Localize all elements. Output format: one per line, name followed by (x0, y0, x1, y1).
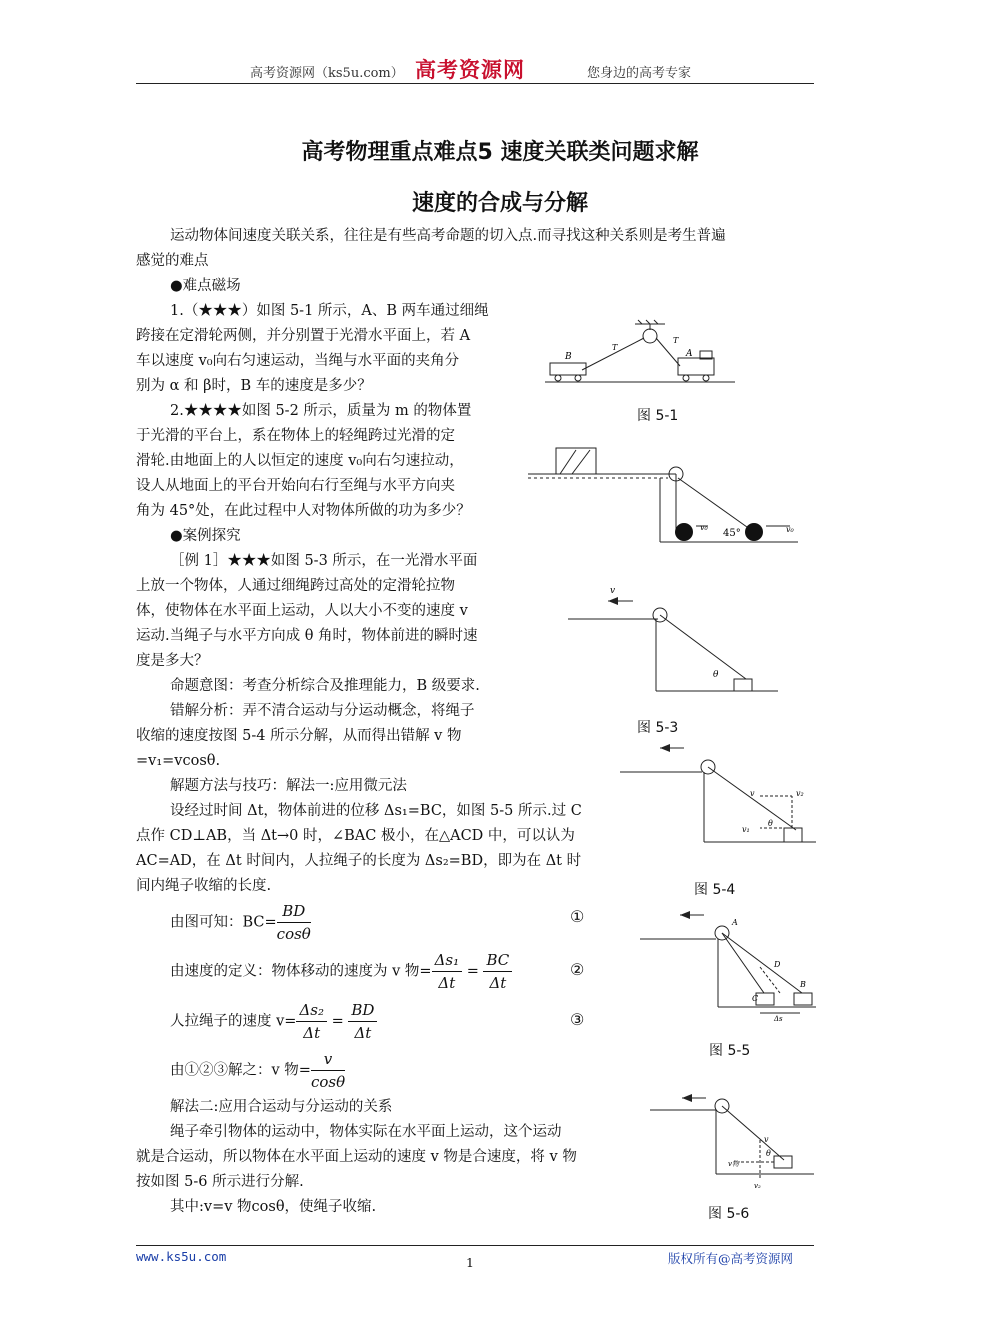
figure-5-3 (568, 586, 778, 695)
header-right: 您身边的高考专家 (587, 66, 692, 81)
ex1-line: 体，使物体在水平面上运动，人以大小不变的速度 v (136, 603, 468, 619)
method2-title: 解法二:应用合运动与分运动的关系 (170, 1099, 393, 1115)
figure-caption: 图 5-5 (709, 1043, 751, 1059)
intent-line: 命题意图：考查分析综合及推理能力，B 级要求. (170, 678, 480, 694)
method1-line: 点作 CD⊥AB，当 Δt→0 时，∠BAC 极小，在△ACD 中，可以认为 (136, 828, 575, 844)
section-heading: ●案例探究 (170, 528, 241, 544)
q2-line: 滑轮.由地面上的人以恒定的速度 v₀向右匀速拉动， (136, 453, 464, 469)
svg-text:θ: θ (766, 1149, 771, 1158)
header-left: 高考资源网（ks5u.com） (250, 66, 404, 81)
equation-1: 由图可知：BC= $\frac{BD}{\cos\theta}$ (170, 902, 311, 943)
method1-line: 设经过时间 Δt，物体前进的位移 Δs₁=BC，如图 5-5 所示.过 C (170, 803, 582, 819)
method1-line: 间内绳子收缩的长度. (136, 878, 272, 894)
svg-text:v₀: v₀ (786, 525, 794, 534)
q2-line: 于光滑的平台上，系在物体上的轻绳跨过光滑的定 (136, 428, 455, 444)
svg-text:v: v (750, 789, 755, 798)
header-logo: 高考资源网 (415, 58, 525, 82)
svg-text:v: v (610, 586, 616, 596)
svg-text:A: A (686, 349, 693, 359)
svg-text:B: B (800, 980, 806, 989)
figure-caption: 图 5-4 (694, 882, 736, 898)
svg-text:C: C (752, 994, 759, 1003)
method2-line: 绳子牵引物体的运动中，物体实际在水平面上运动，这个运动 (170, 1124, 562, 1140)
figure-caption: 图 5-3 (637, 720, 679, 736)
header-rule (136, 83, 814, 84)
ex1-line: 上放一个物体，人通过细绳跨过高处的定滑轮拉物 (136, 578, 455, 594)
page-title: 高考物理重点难点5 速度关联类问题求解 (301, 140, 699, 165)
error-line: 收缩的速度按图 5-4 所示分解，从而得出错解 v 物 (136, 728, 462, 744)
figure-caption: 图 5-1 (637, 408, 679, 424)
footer-copyright: 版权所有@高考资源网 (668, 1251, 794, 1266)
equation-3: 人拉绳子的速度 v= $\frac{\text{Δs₂}}{\Delta t}$ = $\frac{BD}{\Delta t}$ (170, 999, 377, 1044)
figure-5-1 (540, 318, 740, 388)
svg-text:v物: v物 (728, 1160, 739, 1168)
footer-link[interactable]: www.ks5u.com (136, 1249, 227, 1264)
method1-line: AC=AD，在 Δt 时间内，人拉绳子的长度为 Δs₂=BD，即为在 Δt 时 (136, 853, 582, 869)
q2-line: 2.★★★★如图 5-2 所示，质量为 m 的物体置 (170, 403, 472, 419)
q1-line: 跨接在定滑轮两侧，并分别置于光滑水平面上，若 A (136, 328, 471, 344)
q1-line: 车以速度 v₀向右匀速运动，当绳与水平面的夹角分 (136, 353, 460, 369)
svg-text:D: D (774, 960, 781, 969)
svg-text:v₁: v₁ (742, 825, 750, 834)
svg-text:θ: θ (713, 670, 719, 680)
ex1-line: 度是多大？ (136, 653, 209, 669)
intro-line: 感觉的难点 (136, 253, 209, 269)
method2-line: 按如图 5-6 所示进行分解. (136, 1174, 304, 1190)
footer-rule (136, 1245, 814, 1246)
svg-text:v₂: v₂ (754, 1182, 761, 1190)
svg-text:v: v (764, 1135, 769, 1144)
equation-2: 由速度的定义：物体移动的速度为 v 物= $\frac{\text{Δs₁}}{\Delta t}$ = $\frac{BC}{\Delta t}$ (170, 949, 512, 994)
q1-line: 别为 α 和 β时，B 车的速度是多少？ (136, 378, 372, 394)
intro-line: 运动物体间速度关联关系，往往是有些高考命题的切入点.而寻找这种关系则是考生普遍 (170, 228, 726, 244)
svg-text:B: B (565, 352, 572, 362)
figure-5-6 (650, 1090, 820, 1190)
figure-5-4 (620, 740, 820, 850)
figure-caption: 图 5-6 (708, 1206, 750, 1222)
svg-text:v₀: v₀ (700, 523, 708, 532)
section-heading: ●难点磁场 (170, 278, 241, 294)
svg-text:T: T (673, 336, 679, 345)
method-title: 解题方法与技巧：解法一:应用微元法 (170, 778, 407, 794)
figure-5-5 (640, 905, 820, 1025)
svg-text:θ: θ (768, 819, 773, 828)
page-subtitle: 速度的合成与分解 (411, 191, 588, 216)
svg-text:A: A (732, 918, 738, 927)
method2-line: 就是合运动，所以物体在水平面上运动的速度 v 物是合速度，将 v 物 (136, 1149, 577, 1165)
svg-text:45°: 45° (723, 528, 741, 539)
q2-line: 设人从地面上的平台开始向右行至绳与水平方向夹 (136, 478, 455, 494)
error-line: =v₁=vcosθ. (136, 753, 221, 769)
figure-5-2 (528, 440, 808, 550)
ex1-line: ［例 1］★★★如图 5-3 所示，在一光滑水平面 (170, 553, 478, 569)
page-number: 1 (466, 1255, 474, 1270)
error-line: 错解分析：弄不清合运动与分运动概念，将绳子 (170, 703, 475, 719)
eq-tag: ② (570, 960, 585, 979)
svg-text:v₂: v₂ (796, 789, 804, 798)
ex1-line: 运动.当绳子与水平方向成 θ 角时，物体前进的瞬时速 (136, 628, 478, 644)
eq-tag: ① (570, 907, 585, 926)
last-line: 其中:v=v 物cosθ，使绳子收缩. (170, 1199, 377, 1215)
svg-text:T: T (612, 343, 618, 352)
eq-tag: ③ (570, 1010, 585, 1029)
svg-text:Δs: Δs (774, 1015, 783, 1023)
q2-line: 角为 45°处，在此过程中人对物体所做的功为多少？ (136, 503, 471, 519)
equation-4: 由①②③解之：v 物= $\frac{v}{\cos\theta}$ (170, 1050, 346, 1091)
q1-line: 1.（★★★）如图 5-1 所示，A、B 两车通过细绳 (170, 303, 489, 319)
